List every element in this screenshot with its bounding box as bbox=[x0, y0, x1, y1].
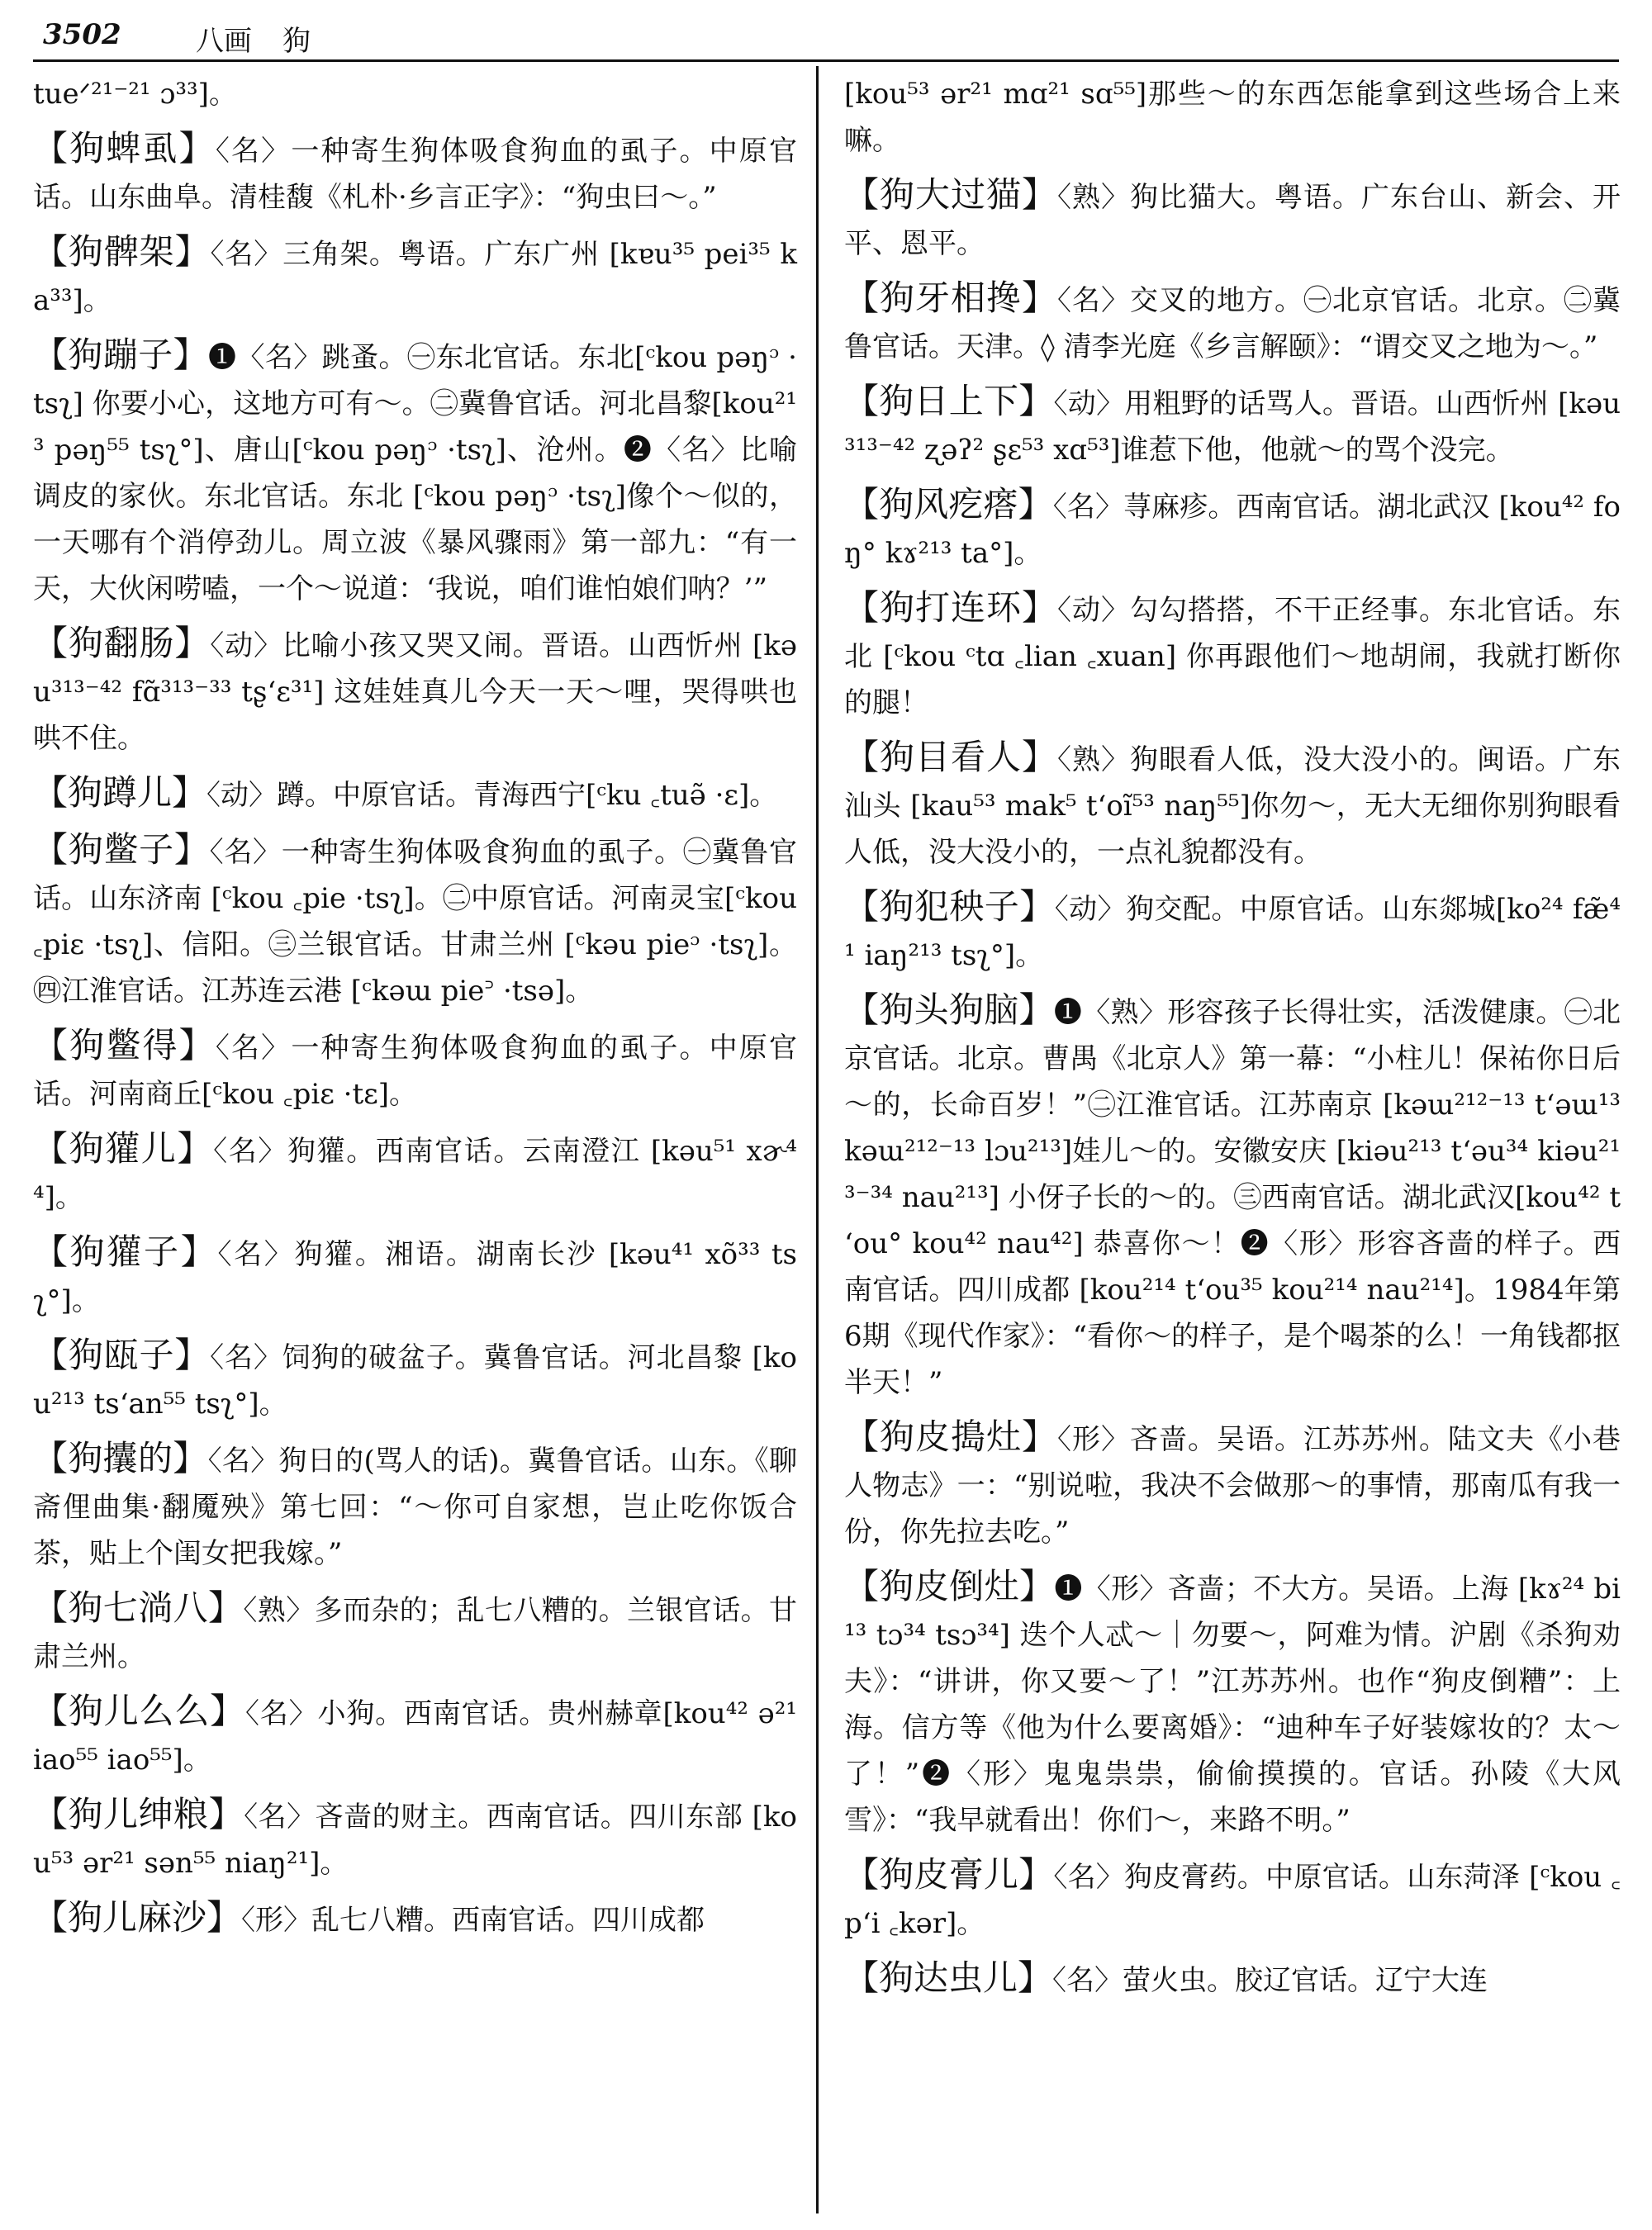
column-divider bbox=[816, 66, 819, 2213]
entry-headword: 【狗髀架】 bbox=[33, 231, 211, 272]
entry-text: 〈名〉狗皮膏药。中原官话。山东菏泽 [ᶜkou ꜀pʻi ꜀kər]。 bbox=[844, 1861, 1621, 1940]
entry-text: 〈动〉比喻小孩又哭又闹。晋语。山西忻州 [kəu³¹³⁻⁴² fɑ̃³¹³⁻³³ tʂʻɛ³¹] 这娃娃真儿今天一天～哩，哭得哄也哄不住。 bbox=[33, 629, 797, 755]
entry-text: 〈名〉小狗。西南官话。贵州赫章[kou⁴² ə²¹ iao⁵⁵ iao⁵⁵]。 bbox=[33, 1697, 797, 1777]
entry-headword: 【狗鳖子】 bbox=[33, 829, 210, 870]
entry-text: 〈名〉饲狗的破盆子。冀鲁官话。河北昌黎 [kou²¹³ tsʻan⁵⁵ tsʅ°]。 bbox=[33, 1341, 797, 1421]
dictionary-entry bbox=[33, 1332, 797, 1427]
entry-headword: 【狗犯秧子】 bbox=[844, 886, 1055, 927]
dictionary-entry bbox=[33, 1585, 797, 1680]
entry-headword: 【狗瓯子】 bbox=[33, 1335, 211, 1375]
left-column bbox=[33, 71, 797, 1952]
dictionary-entry bbox=[33, 1435, 797, 1577]
page-header bbox=[43, 18, 1612, 59]
entry-text: 〈名〉交叉的地方。㊀北京官话。北京。㊁冀鲁官话。天津。◊ 清李光庭《乡言解颐》：“谓交叉之地为～。” bbox=[844, 284, 1621, 363]
section-label: 八画 bbox=[196, 25, 252, 58]
dictionary-entry bbox=[33, 1895, 797, 1943]
entry-text: 〈名〉一种寄生狗体吸食狗血的虱子。中原官话。河南商丘[ᶜkou ꜀piɛ ·tɛ]。 bbox=[33, 1032, 797, 1111]
dictionary-entry bbox=[844, 172, 1621, 267]
entry-headword: 【狗蹦子】 bbox=[33, 334, 209, 375]
dictionary-entry bbox=[844, 1414, 1621, 1555]
dictionary-entry bbox=[844, 585, 1621, 726]
entry-text: 〈动〉勾勾搭搭，不干正经事。东北官话。东北 [ᶜkou ᶜtɑ ꜀lian ꜀xuan] 你再跟他们～地胡闹，我就打断你的腿！ bbox=[844, 594, 1621, 719]
entry-text: ❶〈名〉跳蚤。㊀东北官话。东北[ᶜkou pəŋᵓ ·tsʅ] 你要小心，这地方可有～。㊁冀鲁官话。河北昌黎[kou²¹³ pəŋ⁵⁵ tsʅ°]、唐山[ᶜkou pəŋᵓ ·tsʅ]、沧州。❷〈名〉比喻调皮的家伙。东北官话。东北 [ᶜkou pəŋᵓ ·tsʅ]像个～似的，一天哪有个消停劲儿。周立波《暴风骤雨》第一部九：“有一天，大伙闲唠嗑，一个～说道：‘我说，咱们谁怕娘们呐？’” bbox=[33, 341, 797, 605]
dictionary-entry bbox=[844, 482, 1621, 576]
entry-text: 〈动〉用粗野的话骂人。晋语。山西忻州 [kəu³¹³⁻⁴² ʐəʔ² ʂɛ⁵³ xɑ⁵³]谁惹下他，他就～的骂个没完。 bbox=[844, 387, 1621, 467]
entry-headword: 【狗日上下】 bbox=[844, 381, 1054, 421]
right-column bbox=[844, 71, 1621, 2012]
dictionary-entry bbox=[33, 1126, 797, 1221]
entry-headword: 【狗鳖得】 bbox=[33, 1025, 216, 1065]
entry-headword: 【狗大过猫】 bbox=[844, 174, 1057, 215]
dictionary-entry bbox=[33, 332, 797, 612]
header-rule bbox=[33, 59, 1619, 62]
entry-headword: 【狗儿麻沙】 bbox=[33, 1897, 242, 1938]
entry-headword: 【狗打连环】 bbox=[844, 587, 1057, 628]
dictionary-entry bbox=[844, 1563, 1621, 1843]
entry-text: 〈名〉萤火虫。胶辽官话。辽宁大连 bbox=[1052, 1964, 1488, 1997]
entry-headword: 【狗牙相搀】 bbox=[844, 278, 1057, 318]
entry-headword: 【狗目看人】 bbox=[844, 737, 1057, 777]
entry-headword: 【狗翻肠】 bbox=[33, 623, 211, 663]
entry-headword: 【狗皮搗灶】 bbox=[844, 1416, 1057, 1457]
dictionary-entry bbox=[33, 827, 797, 1014]
dictionary-entry bbox=[844, 378, 1621, 473]
entry-text: 〈动〉狗交配。中原官话。山东郯城[ko²⁴ fæ̃⁴¹ iaŋ²¹³ tsʅ°]。 bbox=[844, 893, 1621, 972]
dictionary-entry bbox=[844, 1852, 1621, 1947]
dictionary-entry bbox=[33, 1229, 797, 1324]
dictionary-entry bbox=[33, 770, 797, 818]
dictionary-entry bbox=[844, 275, 1621, 370]
entry-text: 〈熟〉狗眼看人低，没大没小的。闽语。广东汕头 [kau⁵³ mak⁵ tʻoĩ⁵³ naŋ⁵⁵]你勿～，无大无细你别狗眼看人低，没大没小的，一点礼貌都没有。 bbox=[844, 743, 1621, 869]
entry-headword: 【狗蜱虱】 bbox=[33, 128, 216, 168]
entry-text: 〈名〉狗日的(骂人的话)。冀鲁官话。山东。《聊斋俚曲集·翻魇殃》第七回：“～你可自家想，岂止吃你饭合茶，贴上个闺女把我嫁。” bbox=[33, 1445, 797, 1570]
entry-headword: 【狗风疙瘩】 bbox=[844, 484, 1053, 524]
entry-text: 〈名〉一种寄生狗体吸食狗血的虱子。中原官话。山东曲阜。清桂馥《札朴·乡言正字》：“狗虫曰～。” bbox=[33, 135, 797, 214]
dictionary-entry bbox=[33, 1022, 797, 1117]
entry-text: 〈名〉一种寄生狗体吸食狗血的虱子。㊀冀鲁官话。山东济南 [ᶜkou ꜀pie ·tsʅ]。㊁中原官话。河南灵宝[ᶜkou ꜀piɛ ·tsʅ]、信阳。㊂兰银官话。甘肃兰州 [ᶜkəu pieᵓ ·tsʅ]。㊃江淮官话。江苏连云港 [ᶜkəɯ pie꜄ ·tsə]。 bbox=[33, 836, 797, 1008]
entry-text: 〈熟〉狗比猫大。粤语。广东台山、新会、开平、恩平。 bbox=[844, 181, 1621, 260]
entry-text: 〈名〉狗獾。湘语。湖南长沙 [kəu⁴¹ xõ³³ tsʅ°]。 bbox=[33, 1238, 797, 1317]
entry-text: tueᐟ²¹⁻²¹ ɔ³³]。 bbox=[33, 78, 237, 111]
entry-text: 〈熟〉多而杂的；乱七八糟的。兰银官话。甘肃兰州。 bbox=[33, 1594, 797, 1673]
entry-headword: 【狗达虫儿】 bbox=[844, 1957, 1053, 1998]
dictionary-entry bbox=[33, 71, 797, 117]
entry-headword: 【狗头狗脑】 bbox=[844, 989, 1054, 1030]
dictionary-entry bbox=[844, 71, 1621, 164]
entry-headword: 【狗七淌八】 bbox=[33, 1587, 244, 1628]
dictionary-entry bbox=[33, 1791, 797, 1886]
entry-text: 〈名〉吝啬的财主。西南官话。四川东部 [kou⁵³ ər²¹ sən⁵⁵ niaŋ²¹]。 bbox=[33, 1801, 797, 1880]
entry-text: ❶〈形〉吝啬；不大方。吴语。上海 [kɤ²⁴ bi¹³ tɔ³⁴ tsɔ³⁴] 迭个人忒～｜勿要～，阿难为情。沪剧《杀狗劝夫》：“讲讲，你又要～了！”江苏苏州。也作“狗皮倒糟”：上海。信方等《他为什么要离婚》：“迪种车子好装嫁妆的？太～了！”❷〈形〉鬼鬼祟祟，偷偷摸摸的。官话。孙陵《大风雪》：“我早就看出！你们～，来路不明。” bbox=[844, 1573, 1621, 1837]
dictionary-entry bbox=[33, 229, 797, 324]
page-number: 3502 bbox=[43, 18, 121, 51]
entry-text: 〈动〉蹲。中原官话。青海西宁[ᶜku ꜀tuə̃ ·ɛ]。 bbox=[206, 779, 778, 812]
character-label: 狗 bbox=[282, 25, 311, 58]
entry-text: [kou⁵³ ər²¹ mɑ²¹ sɑ⁵⁵]那些～的东西怎能拿到这些场合上来嘛。 bbox=[844, 78, 1621, 157]
dictionary-entry bbox=[844, 987, 1621, 1406]
entry-text: 〈名〉荨麻疹。西南官话。湖北武汉 [kou⁴² foŋ° kɤ²¹³ ta°]。 bbox=[844, 491, 1621, 570]
entry-headword: 【狗蹲儿】 bbox=[33, 772, 207, 813]
dictionary-entry bbox=[844, 884, 1621, 979]
dictionary-entry bbox=[844, 734, 1621, 875]
entry-text: 〈名〉三角架。粤语。广东广州 [kɐu³⁵ pei³⁵ ka³³]。 bbox=[33, 238, 797, 317]
entry-headword: 【狗皮倒灶】 bbox=[844, 1566, 1055, 1606]
entry-text: ❶〈熟〉形容孩子长得壮实，活泼健康。㊀北京官话。北京。曹禺《北京人》第一幕：“小柱儿！保祐你日后～的，长命百岁！”㊁江淮官话。江苏南京 [kəɯ²¹²⁻¹³ tʻəɯ¹³ kəɯ²¹²⁻¹³ lɔu²¹³]娃儿～的。安徽安庆 [kiəu²¹³ tʻəu³⁴ kiəu²¹³⁻³⁴ nau²¹³] 小伢子长的～的。㊂西南官话。湖北武汉[kou⁴² tʻou° kou⁴² nau⁴²] 恭喜你～！❷〈形〉形容吝啬的样子。西南官话。四川成都 [kou²¹⁴ tʻou³⁵ kou²¹⁴ nau²¹⁴]。1984年第6期《现代作家》：“看你～的样子，是个喝茶的么！一角钱都抠半天！” bbox=[844, 996, 1621, 1399]
entry-text: 〈名〉狗獾。西南官话。云南澄江 [kəu⁵¹ xɚ⁴⁴]。 bbox=[33, 1135, 797, 1214]
dictionary-entry bbox=[844, 1955, 1621, 2004]
entry-headword: 【狗儿绅粮】 bbox=[33, 1794, 244, 1834]
entry-headword: 【狗皮膏儿】 bbox=[844, 1854, 1054, 1895]
entry-text: 〈形〉乱七八糟。西南官话。四川成都 bbox=[241, 1904, 705, 1937]
entry-headword: 【狗獾子】 bbox=[33, 1231, 218, 1272]
dictionary-entry bbox=[33, 1688, 797, 1783]
dictionary-entry bbox=[33, 126, 797, 221]
entry-headword: 【狗儿么么】 bbox=[33, 1691, 245, 1731]
entry-text: 〈形〉吝啬。吴语。江苏苏州。陆文夫《小巷人物志》一：“别说啦，我决不会做那～的事情，那南瓜有我一份，你先拉去吃。” bbox=[844, 1423, 1621, 1549]
entry-headword: 【狗攮的】 bbox=[33, 1438, 208, 1478]
dictionary-entry bbox=[33, 620, 797, 762]
entry-headword: 【狗獾儿】 bbox=[33, 1128, 214, 1169]
